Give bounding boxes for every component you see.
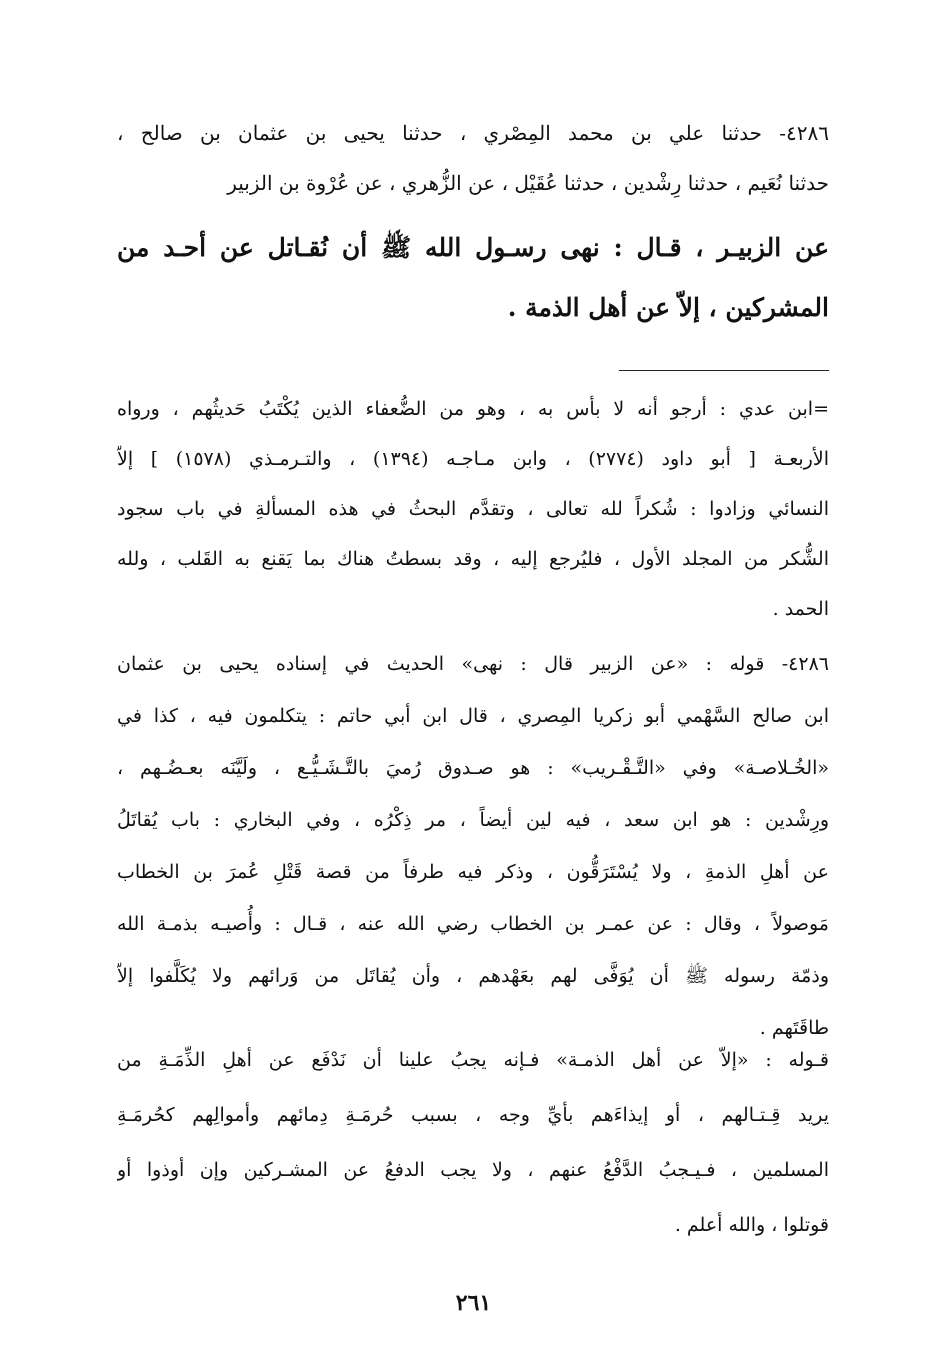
commentary-line: قوتلوا ، والله أعلم . bbox=[674, 1214, 829, 1236]
commentary-line: مَوصولاً ، وقال : عن عمـر بن الخطاب رضي الله عنه ، قـال : وأُصيـه بذمـة الله bbox=[117, 913, 829, 935]
commentary-line: وذمّة رسوله ﷺ أن يُوَفَّى لهم بعَهْدهم ، وأن يُقاتَل من وَرائهم ولا يُكَلَّفوا إلاّ bbox=[117, 965, 829, 987]
footnote bbox=[117, 384, 829, 634]
commentary-line: طاقَتَهم . bbox=[759, 1017, 829, 1039]
footnote-line: الشُّكر من المجلد الأول ، فليُرجع إليه ، وقد بسطتُ هناك بما يَقنع به القَلب ، ولله bbox=[117, 548, 829, 570]
page-number: ٢٦١ bbox=[455, 1290, 492, 1316]
commentary-line: يريد قِـتـالهم ، أو إيذاءَهم بأيِّ وجه ، بسبب حُرمَـةِ دِمائهم وأموالِهم كحُرمَـةِ bbox=[117, 1104, 829, 1126]
commentary-line: المسلمين ، فـيـجبُ الدَّفْعُ عنهم ، ولا يجب الدفعُ عن المشـركين وإن أوذوا أو bbox=[117, 1159, 829, 1181]
footnote-line: =ابن عدي : أرجو أنه لا بأس به ، وهو من الضُّعفاء الذين يُكْتَبُ حَديثُهم ، ورواه bbox=[117, 398, 829, 420]
commentary-line: ورِشْدين : هو ابن سعد ، فيه لين أيضاً ، مر ذِكْرُه ، وفي البخاري : باب يُقاتَلُ bbox=[117, 809, 829, 831]
commentary-paragraph bbox=[117, 638, 829, 1054]
footnote-divider bbox=[619, 370, 829, 371]
matn-line: عن الزبيـر ، قـال : نهى رسـول الله ﷺ أن نُقـاتل عن أحـد من bbox=[117, 233, 829, 262]
hadith-matn bbox=[117, 218, 829, 338]
isnad-line: حدثنا نُعَيم ، حدثنا رِشْدين ، حدثنا عُقَيْل ، عن الزُّهري ، عن عُرْوة بن الزبير bbox=[227, 171, 829, 195]
commentary-line: قـوله : «إلاّ عن أهل الذمـة» فـإنه يجبُ علينا أن نَدْفَع عن أهلِ الذِّمَـةِ من bbox=[117, 1049, 829, 1071]
commentary-paragraph bbox=[117, 1033, 829, 1253]
commentary-line: ابن صالح السَّهْمي أبو زكريا المِصري ، قال ابن أبي حاتم : يتكلمون فيه ، كذا في bbox=[117, 705, 829, 727]
isnad-line: ٤٢٨٦- حدثنا علي بن محمد المِصْري ، حدثنا يحيى بن عثمان بن صالح ، bbox=[117, 121, 829, 145]
footnote-line: الحمد . bbox=[772, 598, 829, 620]
footnote-line: النسائي وزادوا : شُكراً لله تعالى ، وتقدَّم البحثُ في هذه المسألةِ في باب سجود bbox=[117, 498, 829, 520]
commentary-line: ٤٢٨٦- قوله : «عن الزبير قال : نهى» الحديث في إسناده يحيى بن عثمان bbox=[117, 653, 829, 675]
matn-line: المشركين ، إلاّ عن أهل الذمة . bbox=[507, 293, 829, 322]
hadith-isnad bbox=[117, 108, 829, 208]
commentary-line: «الخُـلاصـة» وفي «التَّـقْـريب» : هو صـدوق رُميَ بالتَّـشَـيُّـع ، ولَيَّنَه بعـضُـهم ، bbox=[117, 757, 829, 779]
commentary-line: عن أهلِ الذمةِ ، ولا يُسْتَرَقُّون ، وذكر فيه طرفاً من قصة قَتْلِ عُمرَ بن الخطاب bbox=[117, 861, 829, 883]
footnote-line: الأربعـة [ أبو داود (٢٧٧٤) ، وابن مـاجـه (١٣٩٤) ، والتـرمـذي (١٥٧٨) ] إلاّ bbox=[117, 448, 829, 470]
